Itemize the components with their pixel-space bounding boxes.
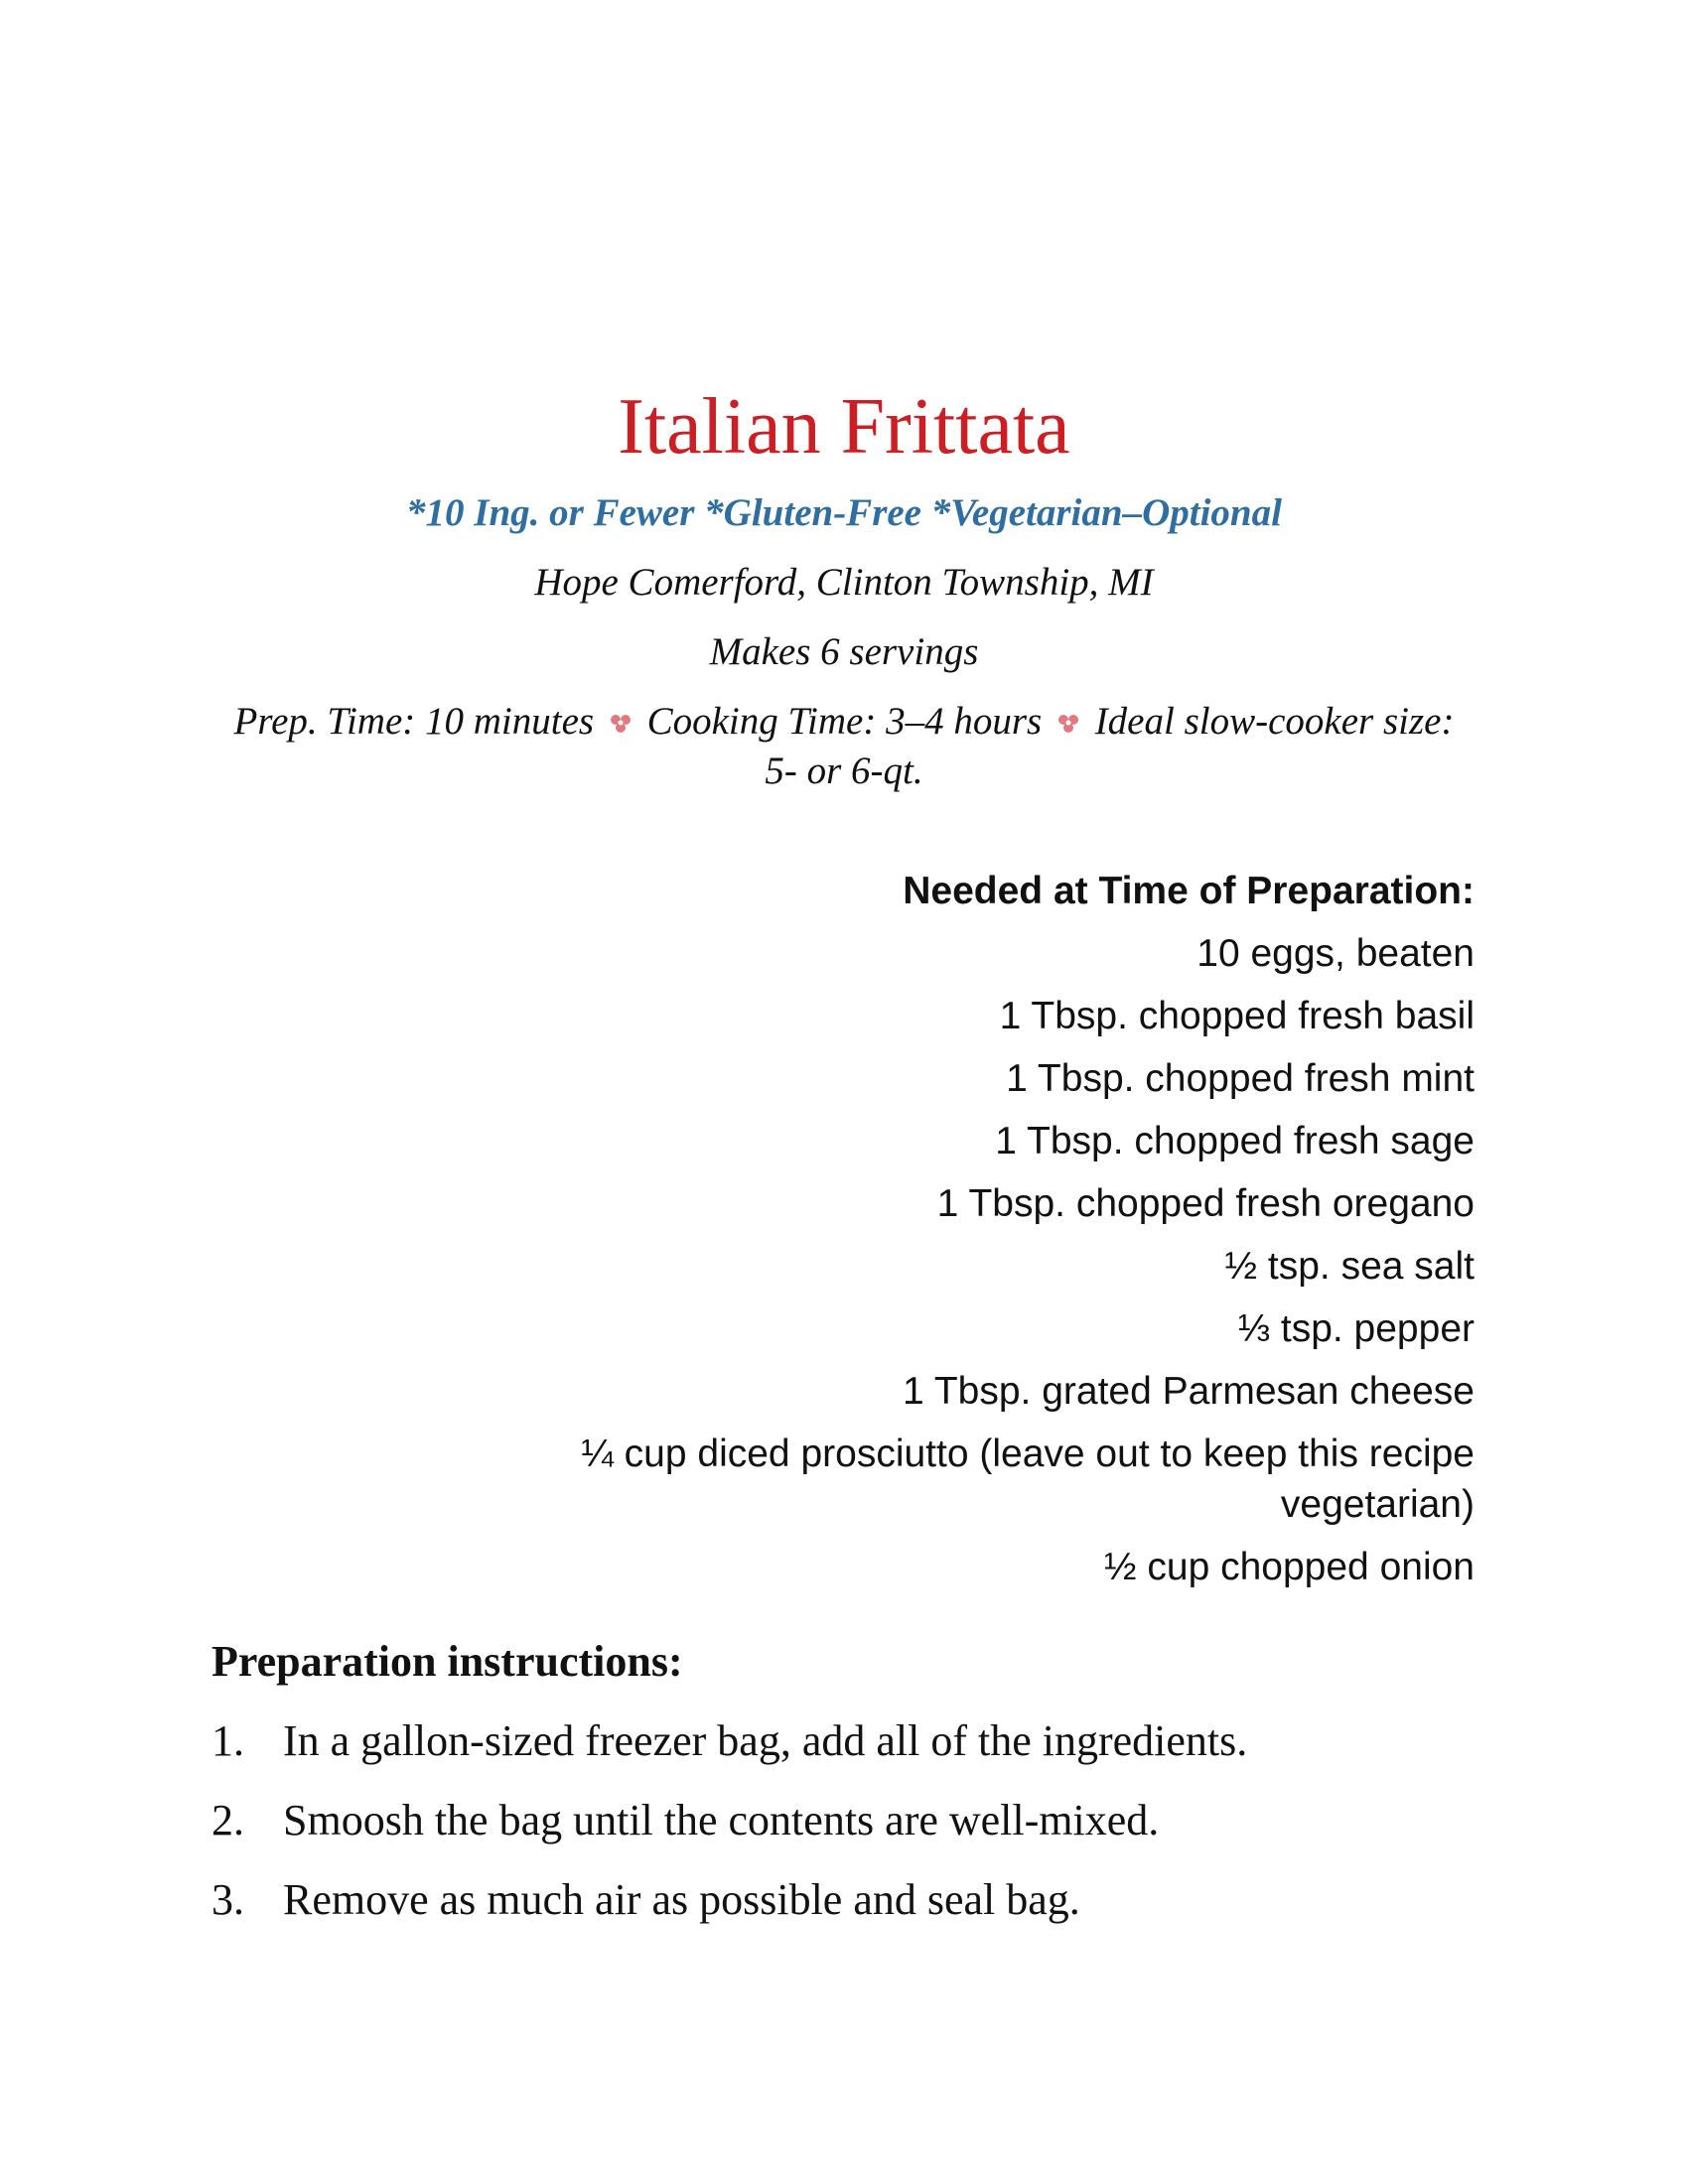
prep-time: Prep. Time: 10 minutes xyxy=(233,700,595,743)
recipe-servings: Makes 6 servings xyxy=(709,630,979,673)
recipe-title: Italian Frittata xyxy=(618,383,1070,471)
ingredient-item: ½ cup chopped onion xyxy=(1104,1546,1475,1588)
ingredient-item: 1 Tbsp. chopped fresh sage xyxy=(995,1120,1475,1162)
cooking-time: Cooking Time: 3–4 hours xyxy=(646,700,1043,743)
flower-ornament-icon xyxy=(608,712,633,738)
slow-cooker-size: Ideal slow-cooker size: 5- or 6-qt. xyxy=(765,700,1455,792)
preparation-step xyxy=(211,1712,1473,1770)
recipe-header xyxy=(199,377,1489,796)
ingredient-item: ⅓ tsp. pepper xyxy=(1237,1307,1475,1350)
preparation-section xyxy=(211,1633,1473,1951)
ingredients-section xyxy=(477,866,1475,1604)
preparation-heading: Preparation instructions: xyxy=(211,1637,683,1686)
preparation-step xyxy=(211,1871,1473,1929)
recipe-author: Hope Comerford, Clinton Township, MI xyxy=(534,561,1154,604)
step-number: 2. xyxy=(211,1796,244,1844)
flower-ornament-icon xyxy=(1055,712,1081,738)
step-text: Smoosh the bag until the contents are well-mixed. xyxy=(283,1796,1160,1844)
preparation-steps xyxy=(211,1712,1473,1929)
recipe-tags: *10 Ing. or Fewer *Gluten-Free *Vegetarian–Optional xyxy=(406,491,1282,534)
step-number: 3. xyxy=(211,1875,244,1924)
step-number: 1. xyxy=(211,1716,244,1765)
ingredient-item: 1 Tbsp. grated Parmesan cheese xyxy=(903,1370,1475,1413)
ingredient-item: 1 Tbsp. chopped fresh oregano xyxy=(936,1182,1475,1225)
ingredients-heading: Needed at Time of Preparation: xyxy=(903,870,1475,912)
recipe-timing xyxy=(228,697,1460,796)
ingredient-item: ½ tsp. sea salt xyxy=(1224,1245,1475,1288)
ingredients-list xyxy=(477,928,1475,1592)
ingredient-item: 1 Tbsp. chopped fresh mint xyxy=(1006,1057,1475,1100)
preparation-step xyxy=(211,1792,1473,1849)
ingredient-item: 1 Tbsp. chopped fresh basil xyxy=(999,995,1475,1037)
step-text: In a gallon-sized freezer bag, add all of the ingredients. xyxy=(283,1716,1248,1765)
ingredient-item: ¼ cup diced prosciutto (leave out to keep this recipe vegetarian) xyxy=(581,1433,1475,1526)
step-text: Remove as much air as possible and seal bag. xyxy=(283,1875,1080,1924)
ingredient-item: 10 eggs, beaten xyxy=(1196,932,1475,975)
